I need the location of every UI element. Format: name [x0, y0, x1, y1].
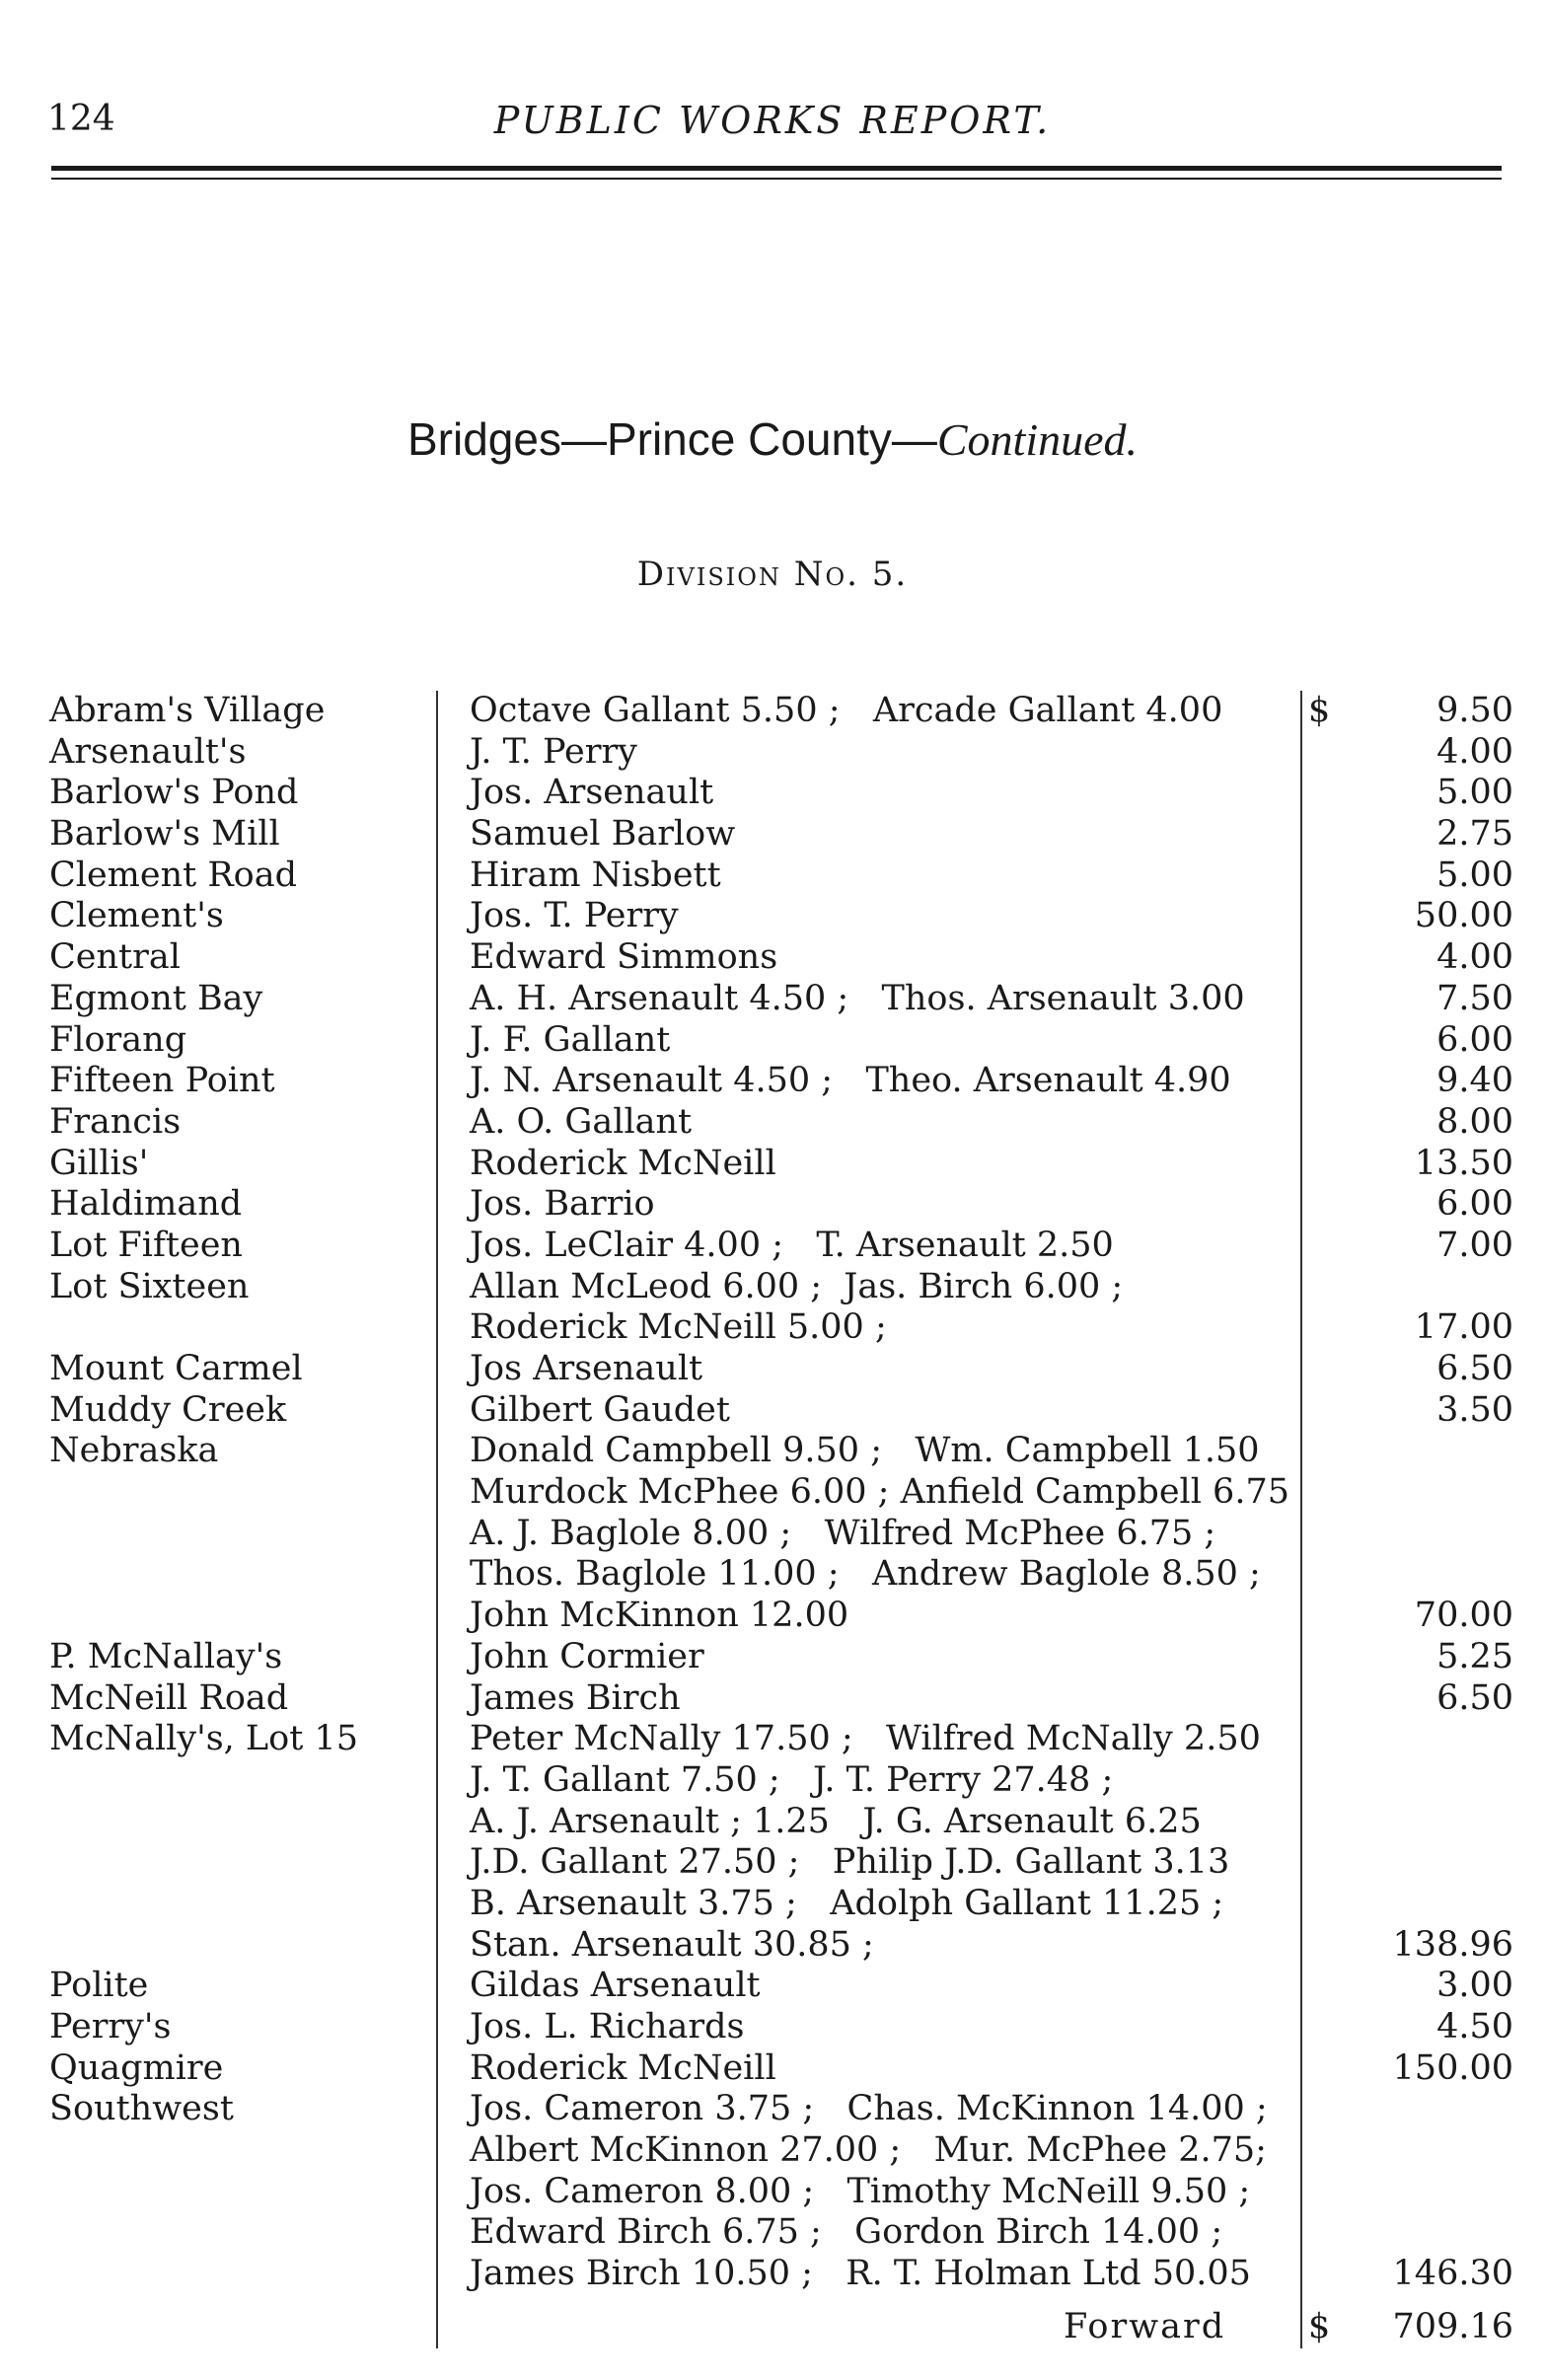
amount: 7.50: [1436, 978, 1513, 1018]
table-row: [0, 1637, 1545, 1678]
table-row: [0, 2130, 1545, 2172]
table-row: [0, 1802, 1545, 1843]
table-row: [0, 855, 1545, 897]
payee-entry: J. T. Perry: [470, 731, 637, 772]
amount: 7.00: [1436, 1225, 1513, 1265]
amount: 6.50: [1436, 1677, 1513, 1718]
payee-entry: A. O. Gallant: [470, 1101, 693, 1142]
table-row: [0, 1061, 1545, 1102]
payee-entry: Jos. Barrio: [470, 1184, 655, 1225]
amount: 5.00: [1436, 773, 1513, 813]
table-row: [0, 979, 1545, 1020]
table-row: [0, 2007, 1545, 2048]
payee-entry: Jos. T. Perry: [470, 896, 679, 936]
payee-entry: Jos Arsenault: [470, 1349, 703, 1388]
payee-entry: Thos. Baglole 11.00 ; Andrew Baglole 8.50 ;: [470, 1554, 1261, 1595]
bridge-name: Nebraska: [49, 1431, 219, 1471]
amount: 50.00: [1414, 896, 1513, 936]
bridge-name: Gillis': [49, 1143, 149, 1183]
payee-entry: Albert McKinnon 27.00 ; Mur. McPhee 2.75;: [470, 2130, 1267, 2171]
payee-entry: Roderick McNeill 5.00 ;: [470, 1307, 887, 1348]
bridge-name: Quagmire: [49, 2047, 224, 2088]
bridge-name: P. McNallay's: [49, 1636, 283, 1676]
bridge-name: Muddy Creek: [49, 1389, 287, 1430]
table-row: [0, 1307, 1545, 1349]
payee-entry: Edward Birch 6.75 ; Gordon Birch 14.00 ;: [470, 2212, 1223, 2253]
amount: 3.00: [1436, 1966, 1513, 2006]
payee-entry: Murdock McPhee 6.00 ; Anfield Campbell 6.75: [470, 1472, 1289, 1513]
division-heading: Division No. 5.: [636, 555, 909, 594]
amount: 4.00: [1436, 731, 1513, 772]
bridge-name: Lot Fifteen: [49, 1225, 243, 1265]
bridge-name: Polite: [49, 1966, 149, 2006]
payee-entry: A. J. Arsenault ; 1.25 J. G. Arsenault 6.25: [470, 1801, 1202, 1841]
payee-entry: James Birch 10.50 ; R. T. Holman Ltd 50.05: [470, 2254, 1251, 2294]
amount: 6.00: [1436, 1019, 1513, 1060]
amount: 3.50: [1436, 1389, 1513, 1430]
page-number: 124: [47, 99, 115, 139]
ledger-table: [0, 691, 1545, 2295]
table-row: [0, 2172, 1545, 2213]
table-row: [0, 814, 1545, 855]
payee-entry: Stan. Arsenault 30.85 ;: [470, 1924, 874, 1965]
amount: 9.40: [1436, 1061, 1513, 1101]
amount: 13.50: [1414, 1143, 1513, 1183]
dollar-sign: $: [1308, 691, 1331, 730]
amount: 17.00: [1414, 1307, 1513, 1348]
payee-entry: John Cormier: [470, 1636, 704, 1676]
bridge-name: Lot Sixteen: [49, 1266, 250, 1306]
table-row: [0, 1226, 1545, 1267]
table-row: [0, 2048, 1545, 2090]
payee-entry: Edward Simmons: [470, 937, 778, 978]
table-row: [0, 1472, 1545, 1514]
header-rule-thin: [51, 178, 1502, 180]
table-row: [0, 1884, 1545, 1925]
bridge-name: McNeill Road: [49, 1677, 289, 1718]
bridge-name: Haldimand: [49, 1184, 243, 1225]
amount: 6.50: [1436, 1349, 1513, 1388]
bridge-name: Mount Carmel: [49, 1349, 303, 1388]
forward-row: [0, 2305, 1545, 2348]
section-title: [0, 412, 1545, 466]
table-row: [0, 896, 1545, 937]
amount: 2.75: [1436, 814, 1513, 855]
bridge-name: Perry's: [49, 2007, 172, 2046]
payee-entry: J. N. Arsenault 4.50 ; Theo. Arsenault 4.90: [470, 1061, 1231, 1101]
bridge-name: Barlow's Pond: [49, 773, 299, 813]
forward-dollar-sign: $: [1308, 2307, 1331, 2346]
table-row: [0, 1719, 1545, 1760]
payee-entry: Jos. Cameron 3.75 ; Chas. McKinnon 14.00 ;: [470, 2089, 1268, 2129]
payee-entry: Jos. LeClair 4.00 ; T. Arsenault 2.50: [470, 1225, 1114, 1265]
table-row: [0, 1966, 1545, 2007]
bridge-name: Francis: [49, 1101, 182, 1142]
payee-entry: Jos. Arsenault: [470, 773, 714, 813]
table-row: [0, 1267, 1545, 1308]
bridge-name: Fifteen Point: [49, 1061, 275, 1101]
amount: 4.00: [1436, 937, 1513, 978]
payee-entry: Peter McNally 17.50 ; Wilfred McNally 2.50: [470, 1719, 1261, 1759]
payee-entry: Samuel Barlow: [470, 814, 736, 855]
amount: 138.96: [1392, 1924, 1513, 1965]
payee-entry: B. Arsenault 3.75 ; Adolph Gallant 11.25 ;: [470, 1883, 1224, 1923]
table-row: [0, 1925, 1545, 1967]
amount: 8.00: [1436, 1101, 1513, 1142]
table-row: [0, 1349, 1545, 1390]
payee-entry: John McKinnon 12.00: [470, 1596, 849, 1636]
payee-entry: Jos. Cameron 8.00 ; Timothy McNeill 9.50 ;: [470, 2171, 1251, 2211]
payee-entry: Hiram Nisbett: [470, 855, 721, 895]
payee-entry: J. T. Gallant 7.50 ; J. T. Perry 27.48 ;: [470, 1759, 1114, 1800]
table-row: [0, 1514, 1545, 1555]
table-row: [0, 1596, 1545, 1637]
table-row: [0, 1554, 1545, 1596]
amount: 5.00: [1436, 855, 1513, 895]
table-row: [0, 1184, 1545, 1226]
amount: 150.00: [1392, 2047, 1513, 2088]
table-row: [0, 773, 1545, 814]
table-row: [0, 2254, 1545, 2295]
section-title-continued: Continued.: [936, 414, 1139, 465]
forward-label: Forward: [1064, 2307, 1226, 2346]
header-rule: [51, 166, 1502, 171]
section-title-main: Bridges—Prince County—: [406, 413, 937, 465]
bridge-name: Egmont Bay: [49, 978, 263, 1018]
page-header: [0, 99, 1545, 158]
payee-entry: J. F. Gallant: [470, 1019, 671, 1060]
bridge-name: Florang: [49, 1019, 187, 1060]
bridge-name: McNally's, Lot 15: [49, 1719, 358, 1759]
table-row: [0, 937, 1545, 979]
table-row: [0, 1760, 1545, 1802]
payee-entry: J.D. Gallant 27.50 ; Philip J.D. Gallant 3.13: [470, 1842, 1230, 1883]
table-row: [0, 1390, 1545, 1432]
payee-entry: James Birch: [470, 1677, 681, 1718]
table-row: [0, 1678, 1545, 1720]
payee-entry: Allan McLeod 6.00 ; Jas. Birch 6.00 ;: [470, 1266, 1124, 1306]
payee-entry: Roderick McNeill: [470, 1143, 776, 1183]
payee-entry: Jos. L. Richards: [470, 2007, 745, 2046]
amount: 146.30: [1392, 2254, 1513, 2294]
amount: 5.25: [1436, 1636, 1513, 1676]
bridge-name: Clement's: [49, 896, 224, 936]
payee-entry: Gildas Arsenault: [470, 1966, 761, 2006]
bridge-name: Abram's Village: [49, 691, 326, 730]
table-row: [0, 2212, 1545, 2254]
table-row: [0, 1102, 1545, 1144]
payee-entry: Octave Gallant 5.50 ; Arcade Gallant 4.00: [470, 691, 1223, 730]
table-row: [0, 1431, 1545, 1472]
amount: 70.00: [1414, 1596, 1513, 1636]
amount: 4.50: [1436, 2007, 1513, 2046]
payee-entry: A. H. Arsenault 4.50 ; Thos. Arsenault 3.00: [470, 978, 1245, 1018]
payee-entry: Roderick McNeill: [470, 2047, 776, 2088]
bridge-name: Barlow's Mill: [49, 814, 280, 855]
bridge-name: Central: [49, 937, 181, 978]
bridge-name: Southwest: [49, 2089, 234, 2129]
table-row: [0, 691, 1545, 732]
bridge-name: Clement Road: [49, 855, 298, 895]
table-row: [0, 1144, 1545, 1185]
payee-entry: A. J. Baglole 8.00 ; Wilfred McPhee 6.75 ;: [470, 1513, 1216, 1553]
running-title: PUBLIC WORKS REPORT.: [493, 99, 1052, 142]
payee-entry: Gilbert Gaudet: [470, 1389, 730, 1430]
forward-amount: 709.16: [1392, 2307, 1513, 2346]
amount: 6.00: [1436, 1184, 1513, 1225]
table-row: [0, 2089, 1545, 2130]
table-row: [0, 732, 1545, 774]
bridge-name: Arsenault's: [49, 731, 247, 772]
table-row: [0, 1842, 1545, 1884]
table-row: [0, 1020, 1545, 1062]
payee-entry: Donald Campbell 9.50 ; Wm. Campbell 1.50: [470, 1431, 1260, 1471]
amount: 9.50: [1436, 691, 1513, 730]
